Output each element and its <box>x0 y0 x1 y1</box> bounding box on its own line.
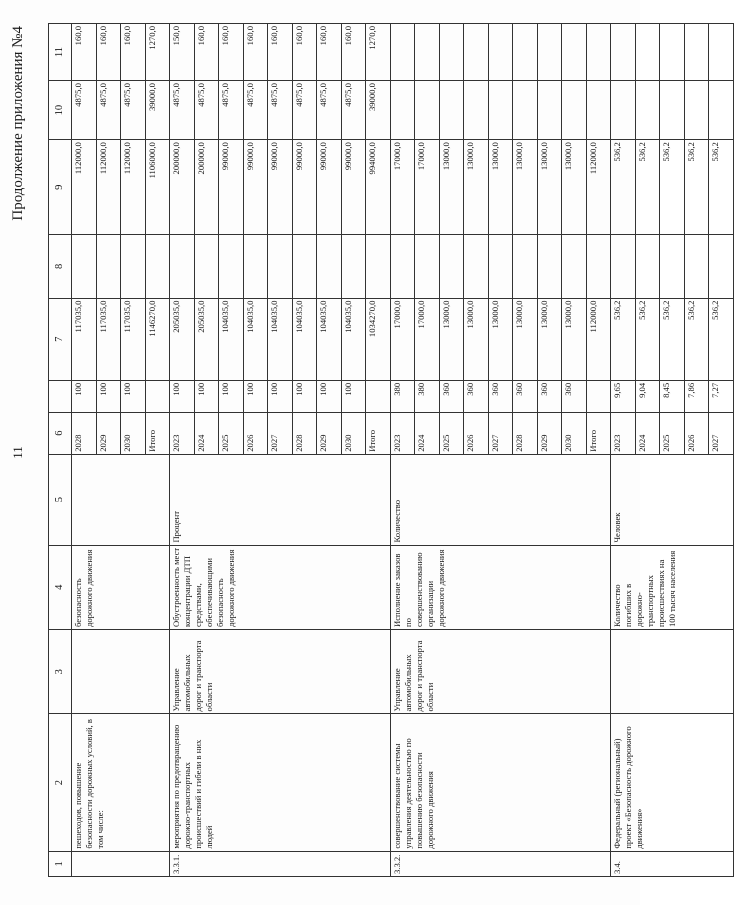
value-col9: 13000,0 <box>513 140 538 235</box>
table-row <box>390 24 415 877</box>
value-col6: 360 <box>464 380 489 412</box>
value-col9: 112000,0 <box>72 140 97 235</box>
value-col8 <box>635 235 660 298</box>
value-col11 <box>513 24 538 81</box>
value-col11 <box>488 24 513 81</box>
value-col8 <box>709 235 734 298</box>
value-col8 <box>96 235 121 298</box>
value-col9: 112000,0 <box>586 140 611 235</box>
value-col8 <box>586 235 611 298</box>
page-number: 11 <box>10 446 25 459</box>
value-col9: 994000,0 <box>366 140 391 235</box>
year-cell: 2029 <box>537 412 562 454</box>
continuation-title: Продолжение приложения №4 <box>10 26 26 221</box>
value-col7: 536,2 <box>709 298 734 380</box>
value-col8 <box>194 235 219 298</box>
value-col8 <box>513 235 538 298</box>
value-col10: 4875,0 <box>268 81 293 140</box>
year-cell: 2025 <box>219 412 244 454</box>
value-col8 <box>317 235 342 298</box>
value-col9: 13000,0 <box>464 140 489 235</box>
value-col9: 99000,0 <box>292 140 317 235</box>
value-col6: 9,04 <box>635 380 660 412</box>
value-col6: 7,27 <box>709 380 734 412</box>
value-col9: 536,2 <box>611 140 636 235</box>
value-col9: 13000,0 <box>562 140 587 235</box>
value-col7: 536,2 <box>635 298 660 380</box>
value-col10: 4875,0 <box>96 81 121 140</box>
value-col11 <box>684 24 709 81</box>
value-col6: 360 <box>562 380 587 412</box>
row-id <box>72 851 170 876</box>
value-col8 <box>464 235 489 298</box>
year-cell: Итого <box>366 412 391 454</box>
year-cell: Итого <box>145 412 170 454</box>
value-col8 <box>219 235 244 298</box>
value-col10 <box>439 81 464 140</box>
year-cell: 2025 <box>439 412 464 454</box>
value-col7: 117035,0 <box>96 298 121 380</box>
column-header: 1 <box>49 851 72 876</box>
row-indicator: Количество погибших в дорожно-транспортных происшествиях на 100 тысяч населения <box>611 545 734 629</box>
year-cell: 2028 <box>72 412 97 454</box>
value-col8 <box>170 235 195 298</box>
row-name: совершенствование системы управления деятельностью по повышению безопасности дорожного движения <box>390 714 611 851</box>
year-cell: 2027 <box>488 412 513 454</box>
value-col9: 112000,0 <box>96 140 121 235</box>
year-cell: 2027 <box>268 412 293 454</box>
value-col7: 13000,0 <box>464 298 489 380</box>
value-col11: 160,0 <box>194 24 219 81</box>
value-col6 <box>145 380 170 412</box>
row-executor <box>611 629 734 713</box>
value-col7: 536,2 <box>611 298 636 380</box>
value-col10: 4875,0 <box>121 81 146 140</box>
value-col8 <box>488 235 513 298</box>
year-cell: 2028 <box>292 412 317 454</box>
value-col10 <box>684 81 709 140</box>
value-col7: 117035,0 <box>121 298 146 380</box>
value-col10: 4875,0 <box>170 81 195 140</box>
value-col9: 13000,0 <box>488 140 513 235</box>
row-unit: Количество <box>390 454 611 545</box>
value-col8 <box>121 235 146 298</box>
value-col6: 100 <box>341 380 366 412</box>
year-cell: 2023 <box>390 412 415 454</box>
value-col7: 536,2 <box>684 298 709 380</box>
row-indicator: безопасность дорожного движения <box>72 545 170 629</box>
value-col6: 100 <box>268 380 293 412</box>
value-col9: 200000,0 <box>194 140 219 235</box>
table-row <box>611 24 636 877</box>
value-col11 <box>586 24 611 81</box>
year-cell: 2024 <box>635 412 660 454</box>
value-col6: 100 <box>194 380 219 412</box>
value-col11 <box>464 24 489 81</box>
value-col9: 536,2 <box>709 140 734 235</box>
value-col6: 7,86 <box>684 380 709 412</box>
value-col11: 160,0 <box>341 24 366 81</box>
program-table-wrapper <box>48 23 734 877</box>
value-col6: 360 <box>513 380 538 412</box>
column-header: 3 <box>49 629 72 713</box>
value-col8 <box>390 235 415 298</box>
value-col8 <box>439 235 464 298</box>
column-header: 8 <box>49 235 72 298</box>
row-id: 3.3.1. <box>170 851 391 876</box>
value-col11: 150,0 <box>170 24 195 81</box>
row-name: Федеральный (региональный) проект «Безопасность дорожного движения» <box>611 714 734 851</box>
value-col9: 536,2 <box>635 140 660 235</box>
value-col9: 17000,0 <box>390 140 415 235</box>
value-col6: 100 <box>170 380 195 412</box>
value-col9: 17000,0 <box>415 140 440 235</box>
value-col8 <box>243 235 268 298</box>
value-col8 <box>292 235 317 298</box>
value-col11: 160,0 <box>268 24 293 81</box>
row-unit: Процент <box>170 454 391 545</box>
value-col9: 13000,0 <box>439 140 464 235</box>
value-col8 <box>72 235 97 298</box>
value-col11: 160,0 <box>243 24 268 81</box>
year-cell: 2030 <box>341 412 366 454</box>
value-col11 <box>611 24 636 81</box>
value-col8 <box>660 235 685 298</box>
value-col6: 100 <box>72 380 97 412</box>
value-col11 <box>635 24 660 81</box>
value-col10: 4875,0 <box>194 81 219 140</box>
value-col10 <box>415 81 440 140</box>
value-col11: 1270,0 <box>366 24 391 81</box>
value-col8 <box>268 235 293 298</box>
column-header: 10 <box>49 81 72 140</box>
value-col7: 104035,0 <box>292 298 317 380</box>
value-col6: 360 <box>488 380 513 412</box>
value-col10: 4875,0 <box>219 81 244 140</box>
value-col7: 1146270,0 <box>145 298 170 380</box>
value-col10 <box>390 81 415 140</box>
value-col9: 536,2 <box>684 140 709 235</box>
value-col10 <box>611 81 636 140</box>
year-cell: 2026 <box>684 412 709 454</box>
value-col6: 100 <box>243 380 268 412</box>
value-col8 <box>684 235 709 298</box>
column-header: 7 <box>49 298 72 380</box>
value-col10 <box>660 81 685 140</box>
value-col6: 8,45 <box>660 380 685 412</box>
value-col6: 380 <box>390 380 415 412</box>
value-col8 <box>145 235 170 298</box>
value-col10 <box>635 81 660 140</box>
value-col7: 205035,0 <box>194 298 219 380</box>
value-col6: 100 <box>219 380 244 412</box>
value-col6: 100 <box>121 380 146 412</box>
value-col11: 160,0 <box>96 24 121 81</box>
column-header: 5 <box>49 454 72 545</box>
row-unit <box>72 454 170 545</box>
value-col8 <box>341 235 366 298</box>
value-col10 <box>709 81 734 140</box>
value-col7: 13000,0 <box>537 298 562 380</box>
value-col7: 104035,0 <box>268 298 293 380</box>
year-cell: 2029 <box>317 412 342 454</box>
value-col9: 1106000,0 <box>145 140 170 235</box>
table-body <box>72 24 734 877</box>
value-col10: 39000,0 <box>366 81 391 140</box>
value-col10 <box>586 81 611 140</box>
value-col11: 160,0 <box>72 24 97 81</box>
table-row <box>170 24 195 877</box>
value-col11 <box>439 24 464 81</box>
value-col7: 17000,0 <box>415 298 440 380</box>
value-col7: 13000,0 <box>439 298 464 380</box>
value-col7: 104035,0 <box>219 298 244 380</box>
row-name: мероприятия по предотвращению дорожно-транспортных происшествий и гибели в них людей <box>170 714 391 851</box>
value-col11 <box>537 24 562 81</box>
value-col10 <box>513 81 538 140</box>
year-cell: 2026 <box>464 412 489 454</box>
column-header: 6 <box>49 412 72 454</box>
value-col7: 1034270,0 <box>366 298 391 380</box>
value-col9: 13000,0 <box>537 140 562 235</box>
value-col6: 380 <box>415 380 440 412</box>
value-col7: 13000,0 <box>488 298 513 380</box>
year-cell: 2028 <box>513 412 538 454</box>
value-col6 <box>366 380 391 412</box>
value-col7: 13000,0 <box>513 298 538 380</box>
row-executor: Управление автомобильных дорог и транспорта области <box>170 629 391 713</box>
value-col8 <box>537 235 562 298</box>
value-col10 <box>562 81 587 140</box>
value-col11 <box>660 24 685 81</box>
column-header: 2 <box>49 714 72 851</box>
value-col9: 99000,0 <box>243 140 268 235</box>
row-unit: Человек <box>611 454 734 545</box>
value-col11: 1270,0 <box>145 24 170 81</box>
value-col7: 17000,0 <box>390 298 415 380</box>
year-cell: Итого <box>586 412 611 454</box>
year-cell: 2023 <box>611 412 636 454</box>
value-col6: 360 <box>439 380 464 412</box>
value-col7: 205035,0 <box>170 298 195 380</box>
value-col9: 536,2 <box>660 140 685 235</box>
value-col9: 99000,0 <box>317 140 342 235</box>
row-executor: Управление автомобильных дорог и транспорта области <box>390 629 611 713</box>
value-col10: 4875,0 <box>72 81 97 140</box>
year-cell: 2025 <box>660 412 685 454</box>
value-col6: 100 <box>317 380 342 412</box>
value-col9: 99000,0 <box>341 140 366 235</box>
value-col9: 99000,0 <box>219 140 244 235</box>
value-col11 <box>709 24 734 81</box>
year-cell: 2030 <box>121 412 146 454</box>
value-col6: 100 <box>292 380 317 412</box>
header-row <box>49 24 72 877</box>
value-col8 <box>415 235 440 298</box>
value-col7: 104035,0 <box>243 298 268 380</box>
value-col6 <box>586 380 611 412</box>
value-col11 <box>562 24 587 81</box>
value-col10 <box>464 81 489 140</box>
value-col6: 360 <box>537 380 562 412</box>
program-table <box>48 23 734 877</box>
value-col9: 112000,0 <box>121 140 146 235</box>
value-col6: 100 <box>96 380 121 412</box>
value-col10: 4875,0 <box>292 81 317 140</box>
year-cell: 2029 <box>96 412 121 454</box>
value-col9: 99000,0 <box>268 140 293 235</box>
year-cell: 2027 <box>709 412 734 454</box>
year-cell: 2023 <box>170 412 195 454</box>
column-header: 9 <box>49 140 72 235</box>
row-indicator: Исполнение заказов по совершенствованию организации дорожного движения <box>390 545 611 629</box>
row-executor <box>72 629 170 713</box>
row-id: 3.3.2. <box>390 851 611 876</box>
value-col8 <box>366 235 391 298</box>
value-col8 <box>562 235 587 298</box>
column-header <box>49 380 72 412</box>
value-col11: 160,0 <box>121 24 146 81</box>
value-col10: 4875,0 <box>243 81 268 140</box>
value-col10: 4875,0 <box>341 81 366 140</box>
table-row <box>72 24 97 877</box>
value-col11 <box>415 24 440 81</box>
value-col11: 160,0 <box>292 24 317 81</box>
row-indicator: Обустроенность мест концентрации ДТП средствами, обеспечивающими безопасность дорожного движения <box>170 545 391 629</box>
value-col11: 160,0 <box>317 24 342 81</box>
value-col11 <box>390 24 415 81</box>
value-col7: 112000,0 <box>586 298 611 380</box>
value-col7: 13000,0 <box>562 298 587 380</box>
column-header: 4 <box>49 545 72 629</box>
year-cell: 2026 <box>243 412 268 454</box>
value-col9: 200000,0 <box>170 140 195 235</box>
value-col6: 9,65 <box>611 380 636 412</box>
year-cell: 2024 <box>415 412 440 454</box>
value-col10: 39000,0 <box>145 81 170 140</box>
value-col10 <box>488 81 513 140</box>
value-col7: 536,2 <box>660 298 685 380</box>
value-col7: 104035,0 <box>341 298 366 380</box>
value-col7: 104035,0 <box>317 298 342 380</box>
row-id: 3.4. <box>611 851 734 876</box>
value-col10: 4875,0 <box>317 81 342 140</box>
row-name: пешеходов, повышение безопасности дорожных условий, в том числе: <box>72 714 170 851</box>
value-col11: 160,0 <box>219 24 244 81</box>
value-col7: 117035,0 <box>72 298 97 380</box>
value-col8 <box>611 235 636 298</box>
year-cell: 2024 <box>194 412 219 454</box>
value-col10 <box>537 81 562 140</box>
column-header: 11 <box>49 24 72 81</box>
year-cell: 2030 <box>562 412 587 454</box>
